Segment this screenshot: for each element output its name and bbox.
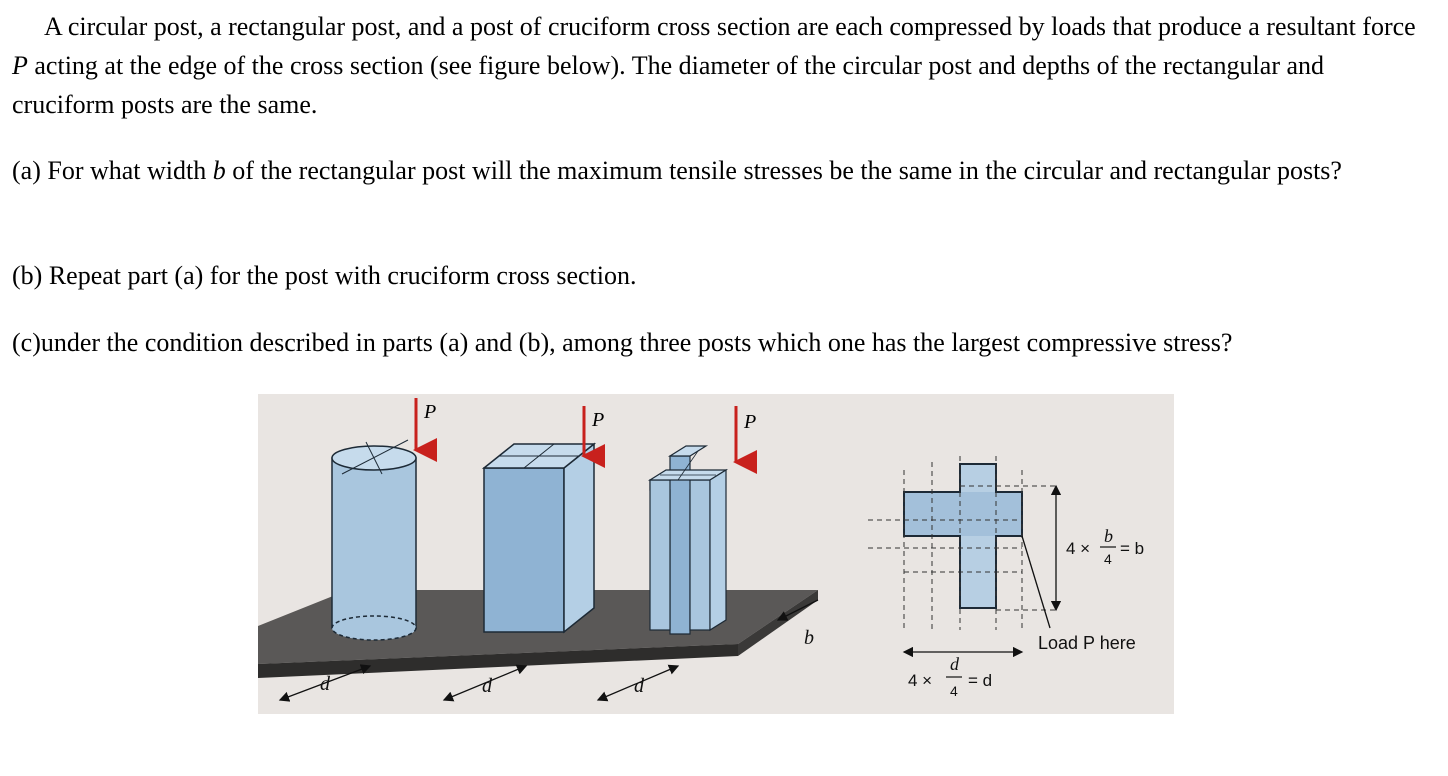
part-c: (c)under the condition described in parts (a) and (b), among three posts which one has the largest compressive stress? <box>12 328 1233 357</box>
part-b: (b) Repeat part (a) for the post with cruciform cross section. <box>12 261 637 290</box>
horizontal-prefix: 4 × <box>908 671 933 690</box>
horizontal-result: = d <box>968 671 993 690</box>
cruciform-post <box>650 446 726 634</box>
vertical-result: = b <box>1120 539 1145 558</box>
intro-text-1: A circular post, a rectangular post, and a post of cruciform cross section are each compressed by loads that produce a resultant force <box>44 12 1416 41</box>
load-label-1: P <box>424 401 437 423</box>
intro-text-2: acting at the edge of the cross section (see figure below). The diameter of the circular post and depths of the rectangular and cruciform posts are the same. <box>12 51 1325 119</box>
horizontal-den: 4 <box>950 683 958 699</box>
horizontal-dimension-formula <box>908 654 992 699</box>
part-a-text-1: (a) For what width <box>12 156 213 185</box>
depth-label-2: d <box>482 675 492 697</box>
cruciform-section <box>868 456 1056 652</box>
vertical-num: b <box>1104 526 1113 546</box>
part-a <box>12 151 1432 190</box>
rectangular-post <box>484 444 594 632</box>
horizontal-num: d <box>950 654 959 674</box>
vertical-prefix: 4 × <box>1066 539 1091 558</box>
posts-figure <box>258 394 1174 714</box>
load-label-3: P <box>744 411 757 433</box>
depth-label-1: d <box>320 673 330 695</box>
problem-intro <box>12 7 1432 124</box>
part-a-text-2: of the rectangular post will the maximum tensile stresses be the same in the circular and rectangular posts? <box>225 156 1342 185</box>
posts-figure-svg <box>258 394 1174 714</box>
depth-label-3: d <box>634 675 644 697</box>
width-label: b <box>804 627 814 649</box>
load-label-2: P <box>592 409 605 431</box>
part-a-variable-b: b <box>212 156 226 185</box>
vertical-den: 4 <box>1104 551 1112 567</box>
vertical-dimension-formula <box>1066 526 1144 567</box>
intro-variable-p: P <box>12 51 28 80</box>
circular-post <box>332 440 416 640</box>
load-note: Load P here <box>1038 633 1136 653</box>
